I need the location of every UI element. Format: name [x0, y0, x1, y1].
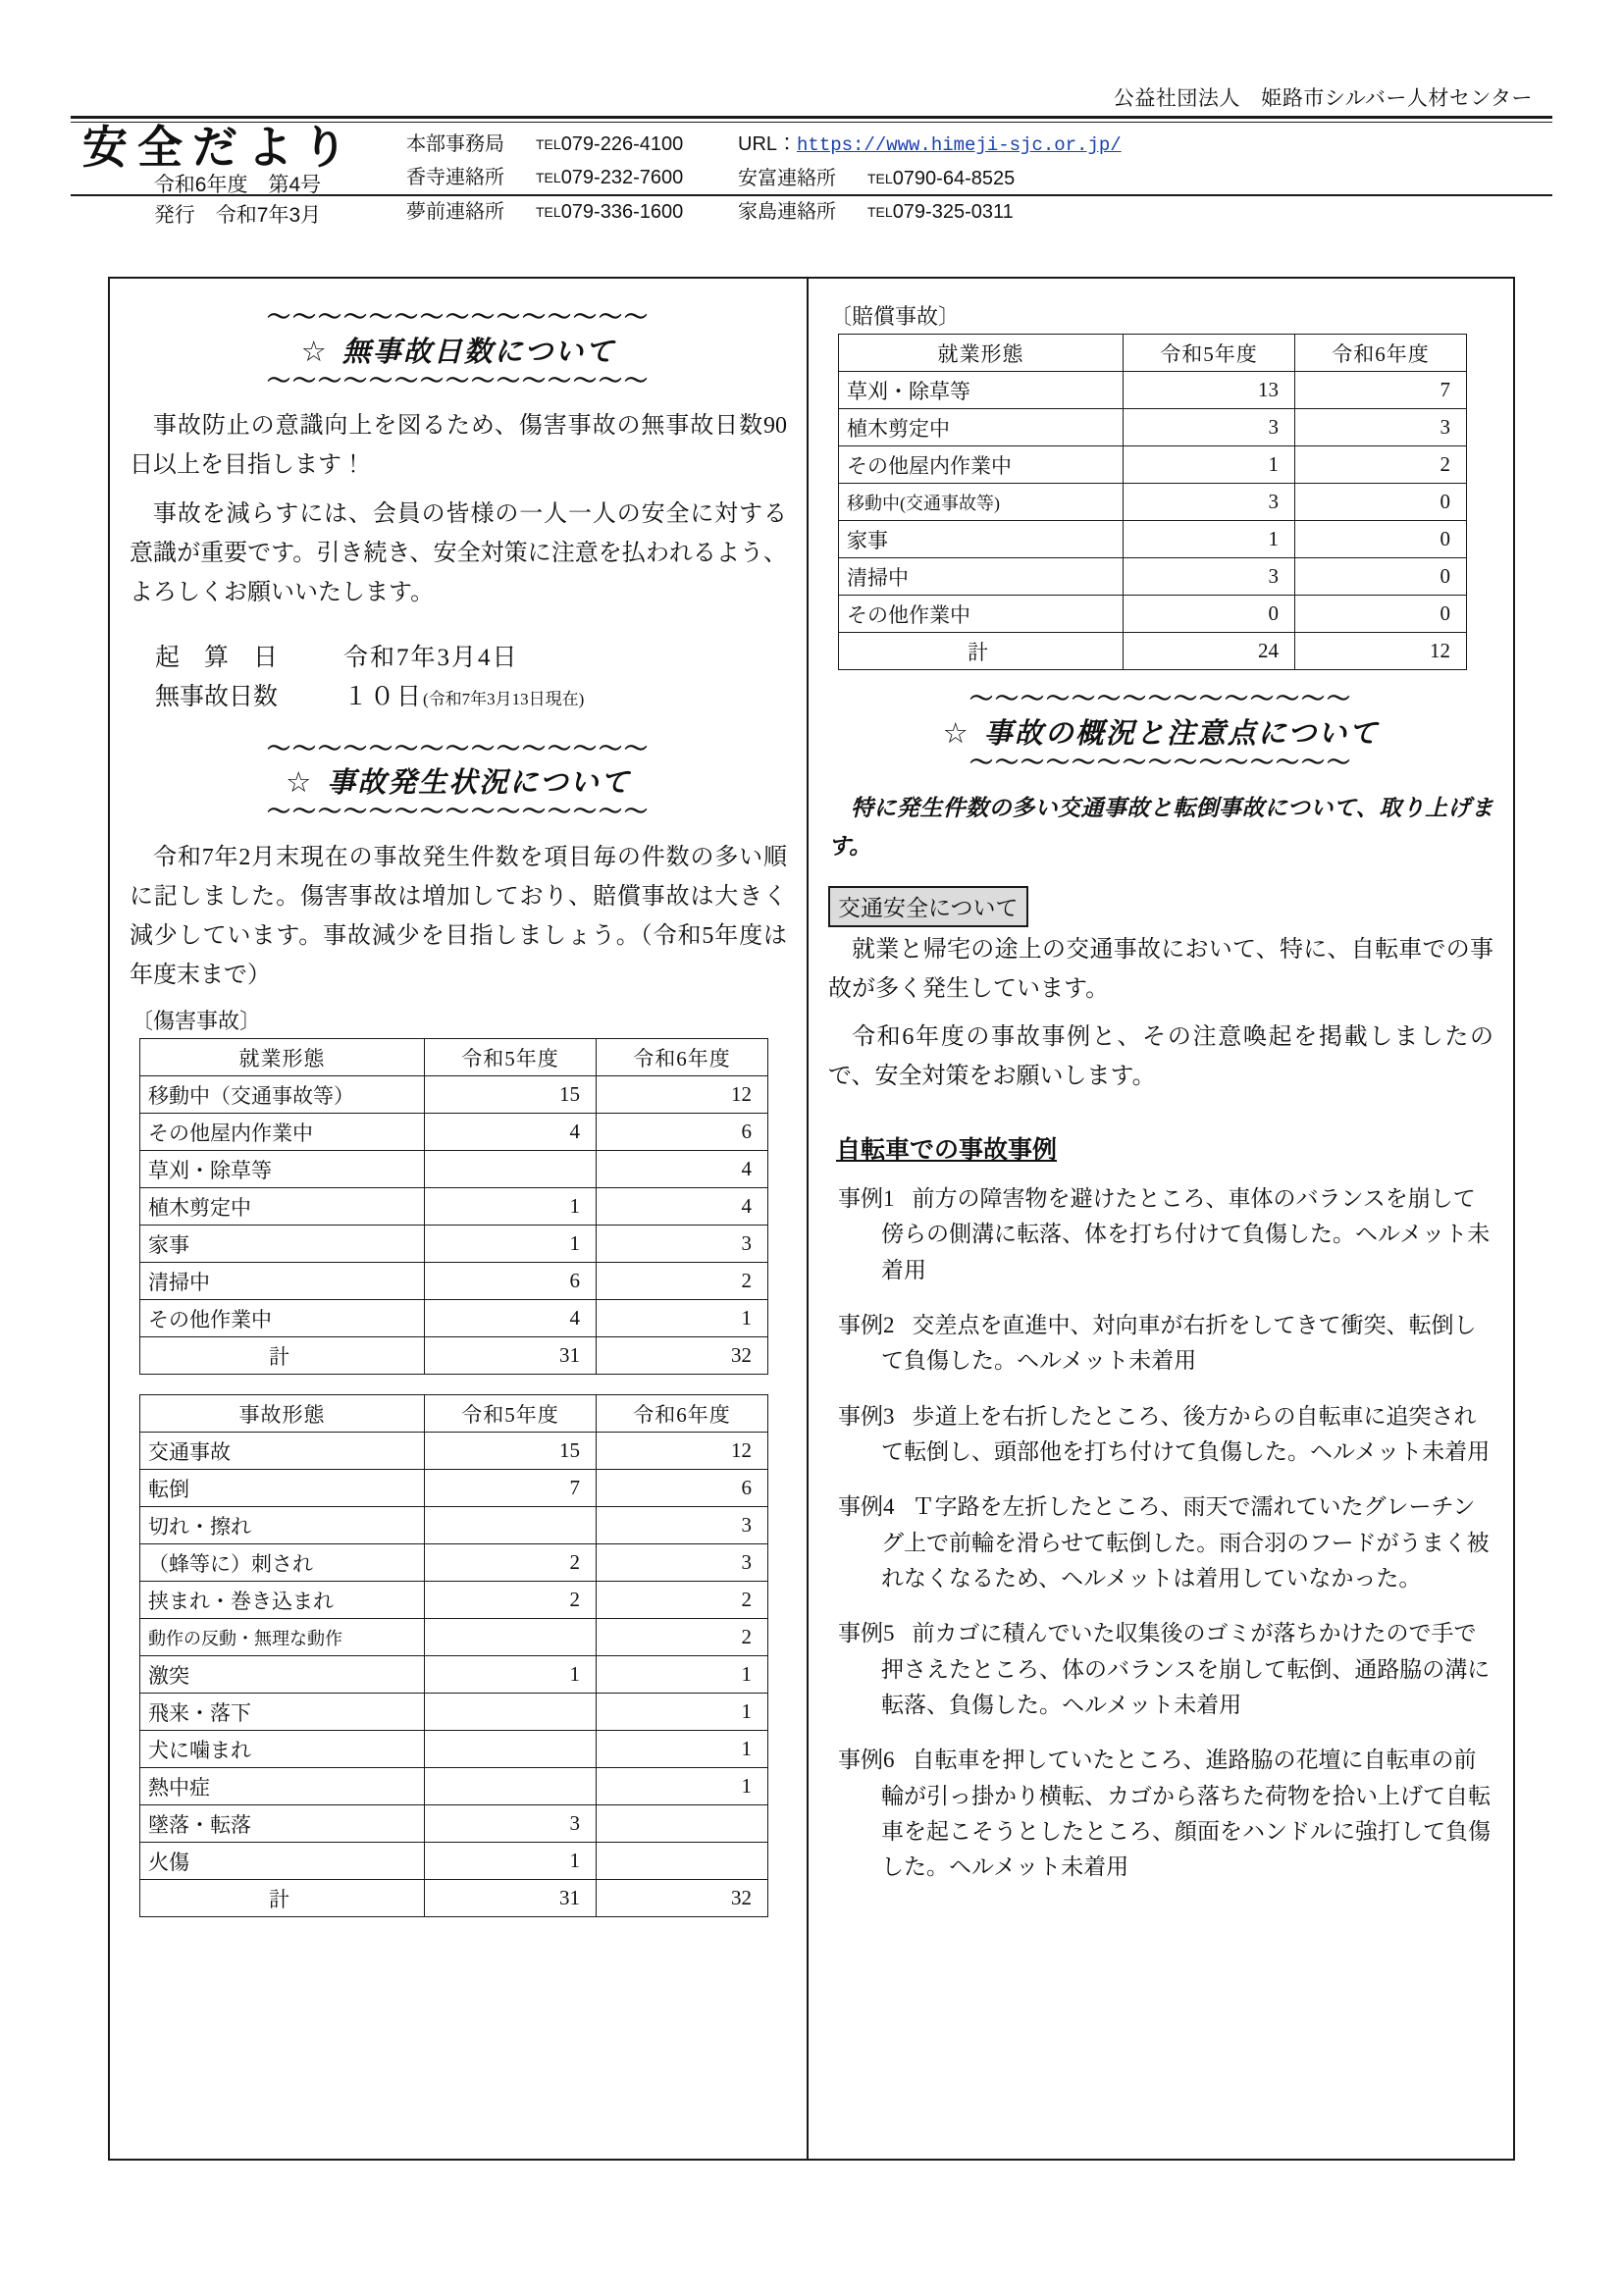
case-text: 交差点を直進中、対向車が右折をしてきて衝突、転倒して負傷した。ヘルメット未着用: [881, 1313, 1477, 1374]
contact-name: 香寺連絡所: [406, 167, 504, 189]
case-number: 事例1: [838, 1186, 895, 1212]
start-date-row: [155, 639, 787, 679]
total-r5: 31: [425, 1337, 597, 1375]
section-heading-text: [828, 708, 1493, 754]
table-row: [839, 558, 1467, 596]
value-r5: [425, 1768, 597, 1805]
case-text: 前方の障害物を避けたところ、車体のバランスを崩して傍らの側溝に転落、体を打ち付けて負傷した。ヘルメット未着用: [881, 1186, 1491, 1282]
wave-decoration-bottom: 〜〜〜〜〜〜〜〜〜〜〜〜〜〜〜: [267, 371, 650, 391]
contact-row: [406, 128, 701, 161]
column-header: 令和5年度: [1124, 335, 1295, 372]
row-label: 熱中症: [140, 1768, 425, 1805]
row-label: （蜂等に）刺され: [140, 1544, 425, 1582]
row-label: 墜落・転落: [140, 1805, 425, 1843]
value-r5: 3: [1124, 409, 1295, 446]
star-icon: ☆: [300, 336, 329, 368]
star-icon: ☆: [286, 767, 314, 800]
wave-decoration-top: 〜〜〜〜〜〜〜〜〜〜〜〜〜〜〜: [267, 308, 650, 327]
total-label: 計: [140, 1880, 425, 1917]
injury-accidents-table: [139, 1038, 768, 1375]
row-label: 植木剪定中: [839, 409, 1124, 446]
value-r5: 13: [1124, 372, 1295, 409]
case-text: 前カゴに積んでいた収集後のゴミが落ちかけたので手で押さえたところ、体のバランスを崩して転倒、通路脇の溝に転落、負傷した。ヘルメット未着用: [881, 1621, 1491, 1718]
value-r5: 3: [1124, 484, 1295, 521]
right-column: [809, 279, 1513, 2159]
table-row: [140, 1300, 768, 1337]
case-item: [838, 1308, 1493, 1380]
compensation-table-caption: 〔賠償事故〕: [830, 304, 961, 329]
paragraph: 令和7年2月末現在の事故発生件数を項目毎の件数の多い順に記しました。傷害事故は増加しており、賠償事故は大きく減少しています。事故減少を目指しましょう。（令和5年度は年度末まで）: [130, 845, 787, 988]
value-r5: [425, 1694, 597, 1731]
value-r6: 0: [1295, 484, 1467, 521]
section-heading-accident-situation: [130, 740, 787, 821]
column-header: 令和6年度: [597, 1039, 768, 1076]
value-r5: 1: [1124, 521, 1295, 558]
value-r5: 1: [425, 1226, 597, 1263]
table-total-row: [839, 633, 1467, 670]
table-header-row: [140, 1395, 768, 1433]
contact-tel: 079-325-0311: [892, 201, 1014, 224]
page-title: 安全だより: [82, 122, 357, 173]
table-row: [140, 1263, 768, 1300]
value-r5: 2: [425, 1582, 597, 1619]
case-item: [838, 1181, 1493, 1288]
row-label: 挟まれ・巻き込まれ: [140, 1582, 425, 1619]
table-row: [140, 1656, 768, 1694]
total-label: 計: [140, 1337, 425, 1375]
row-label: 植木剪定中: [140, 1188, 425, 1226]
paragraph: 事故防止の意識向上を図るため、傷害事故の無事故日数90日以上を目指します！: [130, 413, 787, 479]
value-r5: 15: [425, 1433, 597, 1470]
case-number: 事例2: [838, 1313, 895, 1338]
row-label: 動作の反動・無理な動作: [140, 1619, 425, 1656]
value-r6: 0: [1295, 521, 1467, 558]
value-r6: 3: [1295, 409, 1467, 446]
heading-label: 事故の概況と注意点について: [983, 717, 1380, 750]
tel-icon: TEL: [536, 136, 561, 152]
value-r6: 1: [597, 1694, 768, 1731]
table-row: [140, 1805, 768, 1843]
column-header: 就業形態: [140, 1039, 425, 1076]
table-row: [140, 1843, 768, 1880]
table-row: [140, 1768, 768, 1805]
case-item: [838, 1743, 1493, 1885]
case-number: 事例4: [838, 1494, 895, 1520]
value-r6: 4: [597, 1151, 768, 1188]
table-total-row: [140, 1337, 768, 1375]
table-row: [140, 1470, 768, 1507]
accident-free-stats: [130, 639, 787, 718]
row-label: その他屋内作業中: [140, 1114, 425, 1151]
value-r6: 0: [1295, 558, 1467, 596]
value-r5: 4: [425, 1114, 597, 1151]
case-number: 事例5: [838, 1621, 895, 1646]
row-label: その他作業中: [140, 1300, 425, 1337]
value-r6: 12: [597, 1076, 768, 1114]
table-row: [140, 1582, 768, 1619]
contact-tel: 0790-64-8525: [892, 167, 1016, 189]
table-row: [140, 1544, 768, 1582]
case-item: [838, 1616, 1493, 1723]
value-r6: 1: [597, 1768, 768, 1805]
issue-number: 令和6年度 第4号: [153, 174, 322, 197]
compensation-accidents-table: [838, 334, 1467, 670]
case-number: 事例3: [838, 1403, 895, 1429]
row-label: 草刈・除草等: [839, 372, 1124, 409]
row-label: 家事: [140, 1226, 425, 1263]
table-row: [140, 1433, 768, 1470]
table-row: [140, 1076, 768, 1114]
tel-icon: TEL: [536, 170, 561, 186]
masthead-title-block: [71, 124, 406, 231]
table-row: [839, 521, 1467, 558]
organization-name: 公益社団法人 姫路市シルバー人材センター: [1113, 87, 1533, 110]
contact-tel: 079-336-1600: [560, 200, 684, 223]
value-r5: 0: [1124, 596, 1295, 633]
row-label: 清掃中: [839, 558, 1124, 596]
case-text: 歩道上を右折したところ、後方からの自転車に追突されて転倒し、頭部他を打ち付けて負傷した。ヘルメット未着用: [881, 1403, 1491, 1465]
value-r6: 1: [597, 1656, 768, 1694]
row-label: その他作業中: [839, 596, 1124, 633]
contact-name: 夢前連絡所: [406, 200, 504, 223]
column-header: 事故形態: [140, 1395, 425, 1433]
value-r6: 1: [597, 1731, 768, 1768]
table-header-row: [140, 1039, 768, 1076]
value-r6: 6: [597, 1114, 768, 1151]
contact-name: 家島連絡所: [738, 201, 836, 224]
table-row: [140, 1114, 768, 1151]
table-row: [140, 1619, 768, 1656]
total-r6: 12: [1295, 633, 1467, 670]
value-r6: 0: [1295, 596, 1467, 633]
value-r5: 3: [1124, 558, 1295, 596]
value-r6: 12: [597, 1433, 768, 1470]
contact-row: [406, 195, 701, 229]
value-r5: 1: [425, 1843, 597, 1880]
total-label: 計: [839, 633, 1124, 670]
wave-decoration-top: 〜〜〜〜〜〜〜〜〜〜〜〜〜〜〜: [267, 739, 650, 758]
website-link[interactable]: https://www.himeji-sjc.or.jp/: [797, 134, 1122, 156]
column-header: 令和6年度: [1295, 335, 1467, 372]
value-r5: [425, 1619, 597, 1656]
value-r6: 2: [597, 1619, 768, 1656]
contact-row: [406, 161, 701, 194]
section-heading-accident-overview: [828, 690, 1493, 771]
value-r6: 4: [597, 1188, 768, 1226]
table-row: [140, 1694, 768, 1731]
case-item: [838, 1399, 1493, 1471]
value-r6: 6: [597, 1470, 768, 1507]
publication-date: 発行 令和7年3月: [153, 203, 322, 227]
days-count-value: １０日: [343, 684, 424, 711]
value-r6: 2: [597, 1263, 768, 1300]
heading-label: 事故発生状況について: [327, 767, 631, 800]
value-r6: [597, 1843, 768, 1880]
row-label: 草刈・除草等: [140, 1151, 425, 1188]
wave-decoration-top: 〜〜〜〜〜〜〜〜〜〜〜〜〜〜〜: [969, 690, 1352, 708]
value-r6: 2: [597, 1582, 768, 1619]
row-label: 切れ・擦れ: [140, 1507, 425, 1544]
total-r5: 24: [1124, 633, 1295, 670]
heading-label: 無事故日数について: [341, 336, 616, 368]
row-label: 移動中(交通事故等): [839, 484, 1124, 521]
start-date-value: 令和7年3月4日: [343, 644, 519, 671]
row-label: 家事: [839, 521, 1124, 558]
table-row: [140, 1731, 768, 1768]
column-header: 令和5年度: [425, 1039, 597, 1076]
days-count-row: [155, 678, 787, 718]
value-r6: 7: [1295, 372, 1467, 409]
value-r6: [597, 1805, 768, 1843]
url-label: URL：: [738, 133, 798, 155]
contact-tel: 079-226-4100: [560, 133, 684, 155]
case-number: 事例6: [838, 1748, 895, 1773]
case-text: Ｔ字路を左折したところ、雨天で濡れていたグレーチング上で前輪を滑らせて転倒した。雨合羽のフードがうまく被れなくなるため、ヘルメットは着用していなかった。: [881, 1494, 1490, 1592]
table-row: [839, 409, 1467, 446]
value-r5: [425, 1731, 597, 1768]
value-r6: 3: [597, 1507, 768, 1544]
value-r5: [425, 1151, 597, 1188]
days-count-label: 無事故日数: [155, 684, 279, 711]
contacts-left: [406, 124, 701, 229]
row-label: 移動中（交通事故等）: [140, 1076, 425, 1114]
traffic-safety-label: 交通安全について: [828, 886, 1028, 927]
website-row: [738, 128, 1552, 162]
row-label: 飛来・落下: [140, 1694, 425, 1731]
start-date-label: 起 算 日: [155, 644, 279, 671]
row-label: 火傷: [140, 1843, 425, 1880]
content-frame: [108, 277, 1515, 2161]
accident-type-table: [139, 1394, 768, 1917]
case-item: [838, 1489, 1493, 1596]
paragraph: 就業と帰宅の途上の交通事故において、特に、自転車での事故が多く発生しています。: [828, 936, 1493, 1002]
row-label: 交通事故: [140, 1433, 425, 1470]
wave-decoration-bottom: 〜〜〜〜〜〜〜〜〜〜〜〜〜〜〜: [969, 753, 1352, 772]
value-r6: 1: [597, 1300, 768, 1337]
value-r5: 15: [425, 1076, 597, 1114]
tel-icon: TEL: [536, 203, 561, 220]
table-total-row: [140, 1880, 768, 1917]
tel-icon: TEL: [867, 204, 893, 221]
value-r5: 3: [425, 1805, 597, 1843]
contact-name: 安富連絡所: [738, 167, 836, 189]
injury-table-caption: 〔傷害事故〕: [131, 1009, 262, 1034]
value-r5: 6: [425, 1263, 597, 1300]
value-r5: 1: [425, 1188, 597, 1226]
row-label: 犬に噛まれ: [140, 1731, 425, 1768]
table-row: [839, 372, 1467, 409]
left-column: [110, 279, 809, 2159]
value-r5: 4: [425, 1300, 597, 1337]
value-r5: 7: [425, 1470, 597, 1507]
case-text: 自転車を押していたところ、進路脇の花壇に自転車の前輪が引っ掛かり横転、カゴから落ちた荷物を拾い上げて自転車を起こそうとしたところ、顔面をハンドルに強打して負傷した。ヘルメット未着用: [881, 1748, 1491, 1880]
table-row: [140, 1151, 768, 1188]
contact-row: [738, 162, 1552, 195]
contact-tel: 079-232-7600: [560, 167, 684, 189]
column-header: 就業形態: [839, 335, 1124, 372]
total-r6: 32: [597, 1337, 768, 1375]
value-r6: 2: [1295, 446, 1467, 484]
value-r5: [425, 1507, 597, 1544]
row-label: その他屋内作業中: [839, 446, 1124, 484]
row-label: 転倒: [140, 1470, 425, 1507]
table-row: [839, 484, 1467, 521]
column-header: 令和5年度: [425, 1395, 597, 1433]
tel-icon: TEL: [867, 170, 893, 186]
row-label: 清掃中: [140, 1263, 425, 1300]
table-row: [140, 1226, 768, 1263]
bicycle-cases-heading: 自転車での事故事例: [836, 1136, 1058, 1165]
table-header-row: [839, 335, 1467, 372]
header-bottom-rule: [71, 194, 1552, 196]
paragraph: 特に発生件数の多い交通事故と転倒事故について、取り上げます。: [828, 795, 1493, 859]
section-heading-accident-free-days: [130, 308, 787, 390]
column-header: 令和6年度: [597, 1395, 768, 1433]
paragraph: 令和6年度の事故事例と、その注意喚起を掲載しましたので、安全対策をお願いします。: [828, 1024, 1493, 1090]
contact-row: [738, 195, 1552, 229]
value-r5: 2: [425, 1544, 597, 1582]
table-row: [839, 446, 1467, 484]
star-icon: ☆: [942, 717, 970, 750]
contacts-right: [701, 124, 1552, 229]
value-r6: 3: [597, 1226, 768, 1263]
value-r5: 1: [425, 1656, 597, 1694]
row-label: 激突: [140, 1656, 425, 1694]
wave-decoration-bottom: 〜〜〜〜〜〜〜〜〜〜〜〜〜〜〜: [267, 803, 650, 822]
table-row: [140, 1507, 768, 1544]
section-heading-text: [130, 757, 787, 803]
total-r5: 31: [425, 1880, 597, 1917]
paragraph: 事故を減らすには、会員の皆様の一人一人の安全に対する意識が重要です。引き続き、安全対策に注意を払われるよう、よろしくお願いいたします。: [130, 501, 787, 605]
table-row: [140, 1188, 768, 1226]
value-r6: 3: [597, 1544, 768, 1582]
table-row: [839, 596, 1467, 633]
masthead: [71, 122, 1552, 227]
contact-name: 本部事務局: [406, 133, 504, 155]
value-r5: 1: [1124, 446, 1295, 484]
total-r6: 32: [597, 1880, 768, 1917]
days-count-note: (令和7年3月13日現在): [423, 690, 585, 709]
section-heading-text: [130, 327, 787, 372]
